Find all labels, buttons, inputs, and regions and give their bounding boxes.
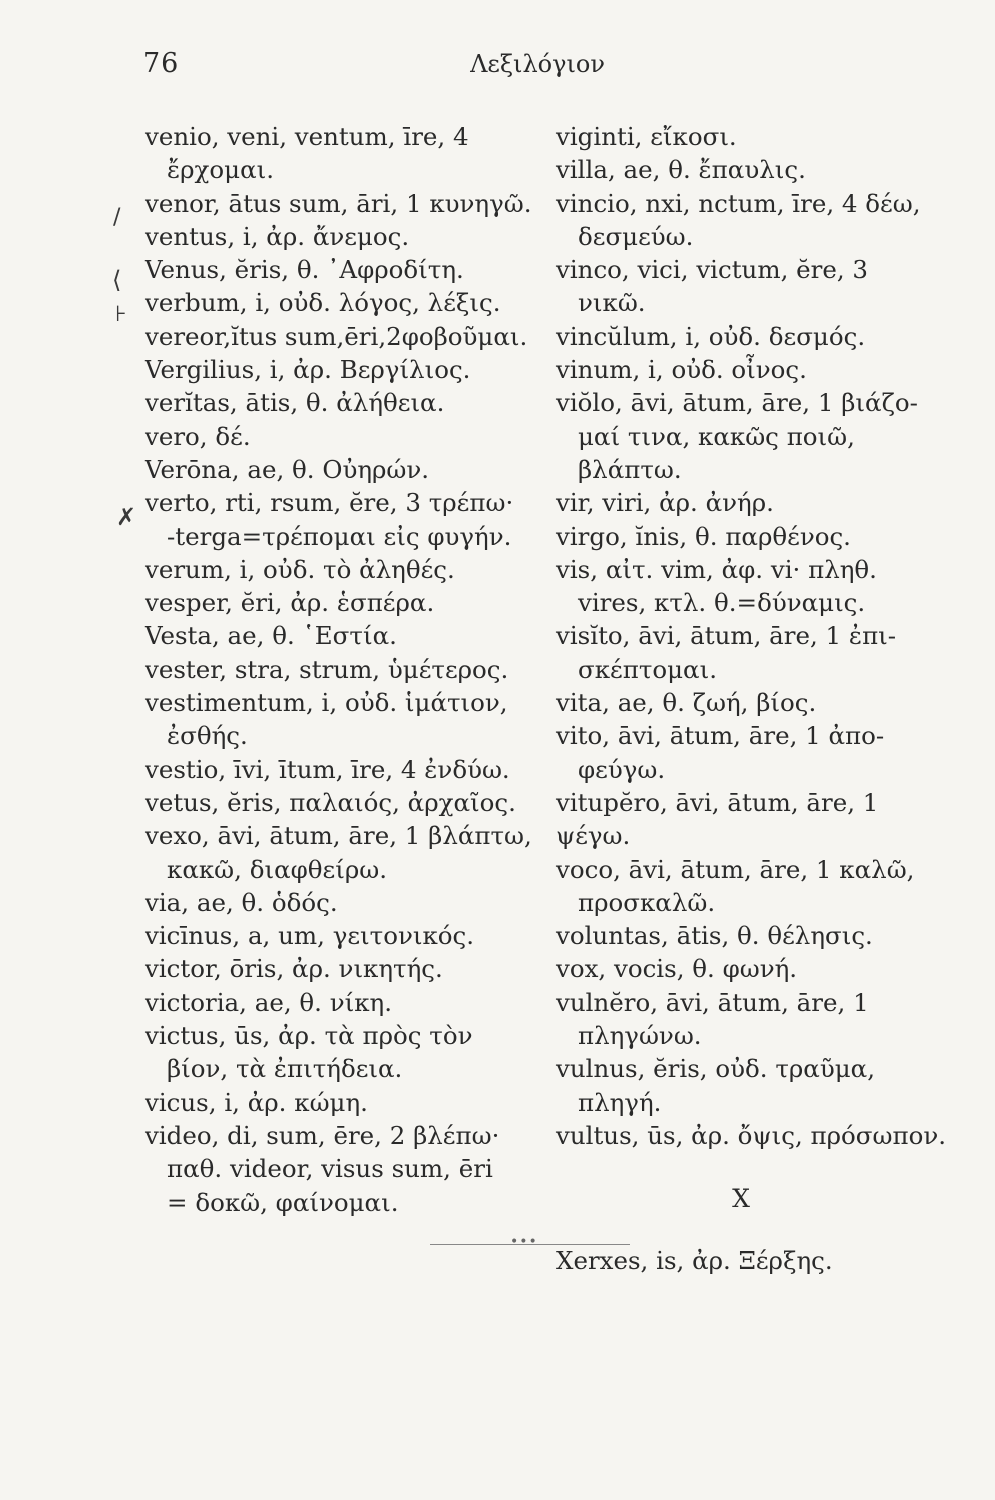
entry-headword-line: ventus, i, ἀρ. ἄνεμος. (145, 221, 410, 251)
dictionary-entry (145, 353, 535, 386)
entry-headword-line: vulnĕro, āvi, ātum, āre, 1 (556, 987, 869, 1017)
entry-headword-line: victus, ūs, ἀρ. τὰ πρὸς τὸν (145, 1021, 473, 1051)
entry-headword-line: Vergilius, i, ἀρ. Βεργίλιος. (145, 355, 471, 385)
entry-headword-line: verum, i, οὐδ. τὸ ἀληθές. (145, 554, 455, 584)
entry-headword-line: vestio, īvi, ītum, īre, 4 ἐνδύω. (145, 754, 510, 784)
dictionary-entry (556, 719, 956, 786)
dictionary-entry (145, 819, 535, 886)
dictionary-entry (556, 786, 956, 853)
dictionary-entry (145, 187, 535, 220)
dictionary-entry (145, 986, 535, 1019)
dictionary-entry (556, 1119, 956, 1152)
entry-continuation: = δοκῶ, φαίνομαι. (167, 1187, 399, 1217)
dictionary-entry (556, 486, 956, 519)
entry-headword-line: Vesta, ae, θ. ῾Εστία. (145, 621, 397, 651)
entry-headword-line: vexo, āvi, ātum, āre, 1 βλάπτω, (145, 821, 532, 851)
dictionary-entry (145, 886, 535, 919)
entry-headword-line: viŏlo, āvi, ātum, āre, 1 βιάζο- (556, 388, 918, 418)
running-title: Λεξιλόγιον (470, 50, 605, 78)
dictionary-entry (145, 1119, 535, 1186)
dictionary-entry (145, 952, 535, 985)
entry-headword-line: visĭto, āvi, ātum, āre, 1 ἐπι- (556, 621, 897, 651)
entry-headword-line: vinco, vici, victum, ĕre, 3 (556, 255, 869, 285)
entry-continuation: σκέπτομαι. (578, 654, 717, 684)
entry-continuation: vires, κτλ. θ.=δύναμις. (578, 588, 866, 618)
end-ornament: ••• (510, 1234, 538, 1250)
margin-mark-check: ⟨ (112, 266, 122, 294)
dictionary-entry (145, 420, 535, 453)
entry-headword-line: verbum, i, οὐδ. λόγος, λέξις. (145, 288, 501, 318)
dictionary-entry (556, 686, 956, 719)
dictionary-entry (556, 386, 956, 486)
dictionary-entry (145, 386, 535, 419)
dictionary-entry (145, 919, 535, 952)
dictionary-entry (145, 253, 535, 286)
dictionary-entry (145, 220, 535, 253)
dictionary-entry (145, 486, 535, 553)
margin-mark-tick: ⊦ (115, 302, 127, 327)
entry-headword-line: Verōna, ae, θ. Οὐηρών. (145, 454, 430, 484)
page-number: 76 (143, 48, 180, 79)
dictionary-entry (145, 1186, 535, 1219)
margin-mark-cross: ✗ (116, 503, 137, 531)
dictionary-entry (556, 952, 956, 985)
entry-headword-line: via, ae, θ. ὁδός. (145, 887, 338, 917)
entry-continuation: -terga=τρέπομαι εἰς φυγήν. (167, 521, 512, 551)
entry-headword-line: vis, αἰτ. vim, ἀφ. vi· πληθ. (556, 554, 877, 584)
entry-headword-line: viginti, εἴκοσι. (556, 122, 737, 151)
entry-headword-line: vincio, nxi, nctum, īre, 4 δέω, (556, 188, 921, 218)
entry-headword-line: villa, ae, θ. ἔπαυλις. (556, 155, 806, 185)
dictionary-entry (556, 553, 956, 620)
left-column (145, 120, 535, 1219)
entry-headword-line: vita, ae, θ. ζωή, βίος. (556, 688, 817, 718)
dictionary-entry (145, 619, 535, 652)
dictionary-entry (556, 919, 956, 952)
dictionary-entry (145, 1019, 535, 1086)
entry-headword-line: vereor,ĭtus sum,ēri,2φοβοῦμαι. (145, 321, 528, 351)
dictionary-entry (556, 353, 956, 386)
right-column (556, 120, 956, 1277)
entry-headword-line: vulnus, ĕris, οὐδ. τραῦμα, (556, 1054, 875, 1084)
dictionary-entry (556, 120, 956, 153)
entry-continuation: προσκαλῶ. (578, 887, 716, 917)
entry-continuation: δεσμεύω. (578, 221, 694, 251)
dictionary-entry (145, 653, 535, 686)
entry-headword-line: vesper, ĕri, ἀρ. ἑσπέρα. (145, 588, 435, 618)
entry-headword-line: venor, ātus sum, āri, 1 κυνηγῶ. (145, 188, 532, 218)
entry-continuation: βίον, τὰ ἐπιτήδεια. (167, 1054, 403, 1084)
dictionary-entry (145, 586, 535, 619)
entry-continuation: ἐσθής. (167, 721, 248, 751)
dictionary-entry (556, 253, 956, 320)
entry-headword-line: verto, rti, rsum, ĕre, 3 τρέπω· (145, 488, 514, 518)
entry-headword-line: voluntas, ātis, θ. θέλησις. (556, 921, 873, 951)
entry-headword-line: vero, δέ. (145, 421, 251, 451)
dictionary-entry (145, 453, 535, 486)
dictionary-entry (556, 1052, 956, 1119)
dictionary-entry (556, 153, 956, 186)
entry-headword-line: voco, āvi, ātum, āre, 1 καλῶ, (556, 854, 915, 884)
entry-continuation: φεύγω. (578, 754, 666, 784)
dictionary-entry (145, 320, 535, 353)
entry-headword-line: victoria, ae, θ. νίκη. (145, 987, 393, 1017)
entry-headword-line: vito, āvi, ātum, āre, 1 ἀπο- (556, 721, 885, 751)
entry-headword-line: victor, ōris, ἀρ. νικητής. (145, 954, 443, 984)
dictionary-entry (556, 853, 956, 920)
section-letter-x: X (732, 1184, 750, 1214)
dictionary-entry (556, 986, 956, 1053)
entry-headword-line: vicus, i, ἀρ. κώμη. (145, 1087, 368, 1117)
entry-headword-line: vicīnus, a, um, γειτονικός. (145, 921, 475, 951)
dictionary-entry (145, 753, 535, 786)
entry-headword-line: video, di, sum, ēre, 2 βλέπω· (145, 1120, 500, 1150)
entry-headword-line: vester, stra, strum, ὑμέτερος. (145, 654, 509, 684)
entry-continuation: κακῶ, διαφθείρω. (167, 854, 387, 884)
entry-headword-line: Venus, ĕris, θ. ᾿Αφροδίτη. (145, 255, 464, 285)
entry-continuation: παθ. videor, visus sum, ēri (167, 1154, 493, 1184)
entry-headword-line: vitupĕro, āvi, ātum, āre, 1 ψέγω. (556, 787, 879, 851)
dictionary-entry (556, 320, 956, 353)
entry-continuation: μαί τινα, κακῶς ποιῶ, βλάπτω. (578, 421, 855, 484)
dictionary-entry (145, 786, 535, 819)
page-header (0, 48, 995, 88)
dictionary-entry (145, 120, 535, 187)
entry-continuation: πληγή. (578, 1087, 662, 1117)
dictionary-entry (145, 553, 535, 586)
dictionary-entry: Xerxes, is, ἀρ. Ξέρξης. (556, 1245, 833, 1275)
entry-headword-line: virgo, ĭnis, θ. παρθένος. (556, 521, 851, 551)
entry-continuation: ἔρχομαι. (167, 155, 275, 185)
margin-mark-x: / (113, 205, 121, 230)
dictionary-entry (145, 1086, 535, 1119)
dictionary-entry (145, 686, 535, 753)
entry-headword-line: vox, vocis, θ. φωνή. (556, 954, 798, 984)
dictionary-entry (556, 619, 956, 686)
entry-headword-line: vultus, ūs, ἀρ. ὄψις, πρόσωπον. (556, 1120, 947, 1150)
dictionary-entry (145, 286, 535, 319)
dictionary-entry (556, 187, 956, 254)
entry-continuation: πληγώνω. (578, 1021, 702, 1051)
entry-headword-line: verĭtas, ātis, θ. ἀλήθεια. (145, 388, 445, 418)
entry-headword-line: vetus, ĕris, παλαιός, ἀρχαῖος. (145, 787, 516, 817)
dictionary-entry (556, 520, 956, 553)
entry-headword-line: vincŭlum, i, οὐδ. δεσμός. (556, 321, 866, 351)
entry-headword-line: venio, veni, ventum, īre, 4 (145, 122, 469, 151)
entry-headword-line: vestimentum, i, οὐδ. ἱμάτιον, (145, 688, 508, 718)
entry-continuation: νικῶ. (578, 288, 646, 318)
entry-headword-line: vir, viri, ἀρ. ἀνήρ. (556, 488, 774, 518)
entry-headword-line: vinum, i, οὐδ. οἶνος. (556, 355, 807, 385)
